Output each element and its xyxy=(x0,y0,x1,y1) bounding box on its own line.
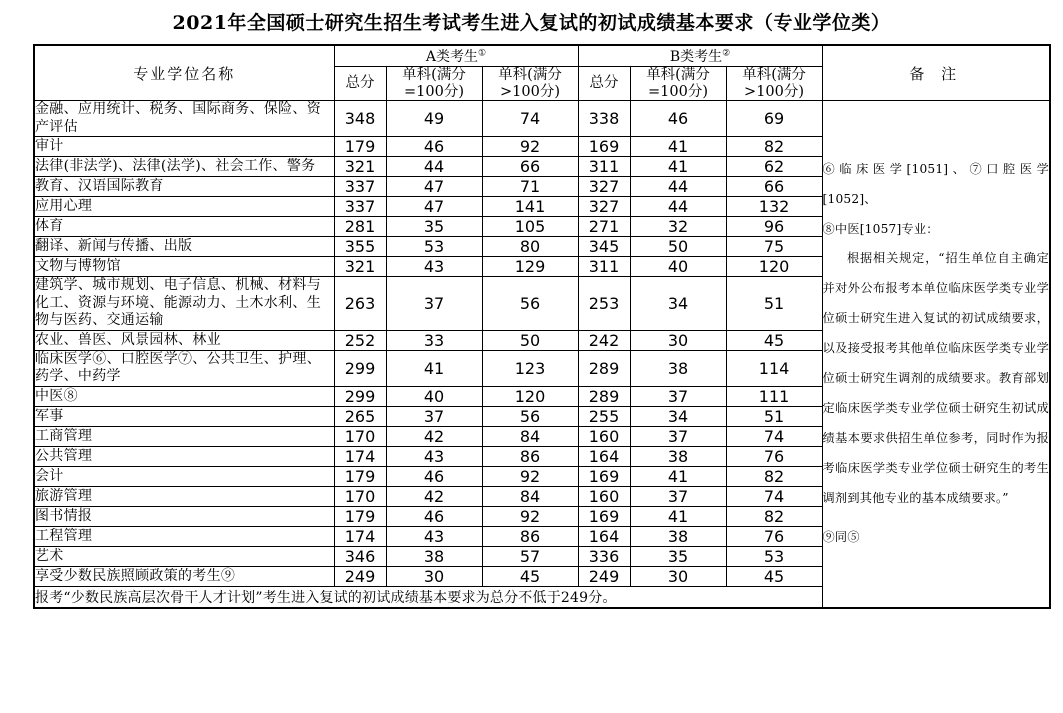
b-sub-eq100-cell: 34 xyxy=(630,277,726,331)
b-sub-gt100-cell: 82 xyxy=(726,506,822,526)
a-total-score-cell: 321 xyxy=(334,257,386,277)
b-sub-eq100-cell: 44 xyxy=(630,177,726,197)
a-sub-eq100-cell: 46 xyxy=(386,137,482,157)
a-sub-eq100-cell: 46 xyxy=(386,466,482,486)
b-sub-eq100-cell: 41 xyxy=(630,137,726,157)
b-sub-eq100-cell: 44 xyxy=(630,197,726,217)
a-sub-eq100-cell: 35 xyxy=(386,217,482,237)
a-sub-eq100-cell: 40 xyxy=(386,386,482,406)
a-sub-gt100-cell: 50 xyxy=(482,330,578,350)
a-sub-gt100-cell: 84 xyxy=(482,486,578,506)
degree-name-cell: 金融、应用统计、税务、国际商务、保险、资产评估 xyxy=(34,101,334,137)
b-sub-gt100-cell: 62 xyxy=(726,157,822,177)
b-sub-gt100-cell: 114 xyxy=(726,350,822,386)
score-requirements-table xyxy=(33,44,1051,609)
a-sub-eq100-cell: 37 xyxy=(386,277,482,331)
header-a-sub-gt100-line2: >100分) xyxy=(500,83,560,100)
degree-name-cell: 审计 xyxy=(34,137,334,157)
degree-name-cell: 艺术 xyxy=(34,546,334,566)
a-sub-eq100-cell: 43 xyxy=(386,446,482,466)
b-sub-eq100-cell: 38 xyxy=(630,350,726,386)
b-total-score-cell: 255 xyxy=(578,406,630,426)
table-body xyxy=(34,101,1050,608)
degree-name-cell: 军事 xyxy=(34,406,334,426)
remarks-cell xyxy=(822,101,1050,608)
a-sub-eq100-cell: 44 xyxy=(386,157,482,177)
b-sub-gt100-cell: 76 xyxy=(726,526,822,546)
a-total-score-cell: 179 xyxy=(334,137,386,157)
a-sub-eq100-cell: 38 xyxy=(386,546,482,566)
header-a-sub-gt100 xyxy=(482,67,578,101)
b-total-score-cell: 242 xyxy=(578,330,630,350)
b-total-score-cell: 169 xyxy=(578,506,630,526)
b-sub-gt100-cell: 66 xyxy=(726,177,822,197)
degree-name-cell: 享受少数民族照顾政策的考生⑨ xyxy=(34,566,334,586)
b-total-score-cell: 164 xyxy=(578,526,630,546)
a-total-score-cell: 299 xyxy=(334,350,386,386)
b-sub-gt100-cell: 51 xyxy=(726,406,822,426)
b-sub-gt100-cell: 96 xyxy=(726,217,822,237)
a-sub-gt100-cell: 71 xyxy=(482,177,578,197)
header-group-a-label: A类考生 xyxy=(425,49,479,65)
page-title: 2021年全国硕士研究生招生考试考生进入复试的初试成绩基本要求（专业学位类） xyxy=(172,12,891,34)
a-total-score-cell: 281 xyxy=(334,217,386,237)
remarks-line-2: ⑧中医[1057]专业： xyxy=(822,221,939,236)
header-a-sub-gt100-line1: 单科(满分 xyxy=(498,67,562,83)
header-remark: 备 注 xyxy=(822,45,1050,101)
header-a-total: 总分 xyxy=(334,67,386,101)
header-a-sub-eq100-line1: 单科(满分 xyxy=(402,67,466,83)
b-total-score-cell: 327 xyxy=(578,177,630,197)
b-sub-eq100-cell: 37 xyxy=(630,426,726,446)
b-sub-gt100-cell: 76 xyxy=(726,446,822,466)
header-group-b-label: B类考生 xyxy=(669,49,723,65)
a-total-score-cell: 170 xyxy=(334,486,386,506)
remarks-body: 根据相关规定，“招生单位自主确定并对外公布报考本单位临床医学类专业学位硕士研究生进入复试的初试成绩要求，以及接受报考其他单位临床医学类专业学位硕士研究生调剂的成绩要求。教育部划定临床医学类专业学位硕士研究生初试成绩基本要求供招生单位参考，同时作为报考临床医学类专业学位硕士研究生的考生调剂到其他专业的基本成绩要求。” xyxy=(822,251,1050,505)
b-sub-eq100-cell: 34 xyxy=(630,406,726,426)
header-group-b-superscript: ② xyxy=(722,48,731,59)
header-a-sub-eq100-line2: =100分) xyxy=(404,83,464,100)
b-sub-eq100-cell: 38 xyxy=(630,446,726,466)
remarks-line-4: ⑨同⑤ xyxy=(822,530,860,545)
degree-name-cell: 中医⑧ xyxy=(34,386,334,406)
remarks-line-1: ⑥临床医学[1051]、⑦口腔医学[1052]、 xyxy=(822,161,1050,206)
degree-name-cell: 工商管理 xyxy=(34,426,334,446)
a-sub-gt100-cell: 92 xyxy=(482,506,578,526)
a-total-score-cell: 337 xyxy=(334,177,386,197)
header-group-a xyxy=(334,45,578,67)
a-sub-gt100-cell: 74 xyxy=(482,101,578,137)
header-b-sub-eq100 xyxy=(630,67,726,101)
a-total-score-cell: 348 xyxy=(334,101,386,137)
a-sub-eq100-cell: 43 xyxy=(386,526,482,546)
a-sub-eq100-cell: 37 xyxy=(386,406,482,426)
b-sub-gt100-cell: 51 xyxy=(726,277,822,331)
b-total-score-cell: 169 xyxy=(578,466,630,486)
degree-name-cell: 翻译、新闻与传播、出版 xyxy=(34,237,334,257)
b-sub-gt100-cell: 74 xyxy=(726,426,822,446)
b-sub-gt100-cell: 74 xyxy=(726,486,822,506)
a-sub-eq100-cell: 53 xyxy=(386,237,482,257)
b-sub-eq100-cell: 35 xyxy=(630,546,726,566)
header-b-sub-eq100-line2: =100分) xyxy=(648,83,709,100)
a-sub-gt100-cell: 105 xyxy=(482,217,578,237)
b-sub-gt100-cell: 75 xyxy=(726,237,822,257)
b-total-score-cell: 327 xyxy=(578,197,630,217)
degree-name-cell: 图书情报 xyxy=(34,506,334,526)
a-total-score-cell: 321 xyxy=(334,157,386,177)
b-sub-eq100-cell: 46 xyxy=(630,101,726,137)
header-degree-name: 专业学位名称 xyxy=(34,45,334,101)
b-sub-eq100-cell: 32 xyxy=(630,217,726,237)
b-sub-gt100-cell: 132 xyxy=(726,197,822,217)
degree-name-cell: 应用心理 xyxy=(34,197,334,217)
a-total-score-cell: 249 xyxy=(334,566,386,586)
b-sub-gt100-cell: 69 xyxy=(726,101,822,137)
b-total-score-cell: 345 xyxy=(578,237,630,257)
b-total-score-cell: 249 xyxy=(578,566,630,586)
b-sub-gt100-cell: 45 xyxy=(726,330,822,350)
a-sub-gt100-cell: 92 xyxy=(482,466,578,486)
b-total-score-cell: 311 xyxy=(578,257,630,277)
b-sub-eq100-cell: 41 xyxy=(630,506,726,526)
a-sub-gt100-cell: 129 xyxy=(482,257,578,277)
degree-name-cell: 工程管理 xyxy=(34,526,334,546)
table-row xyxy=(34,101,1050,137)
a-total-score-cell: 337 xyxy=(334,197,386,217)
a-sub-gt100-cell: 66 xyxy=(482,157,578,177)
b-sub-gt100-cell: 111 xyxy=(726,386,822,406)
a-sub-gt100-cell: 56 xyxy=(482,277,578,331)
b-total-score-cell: 253 xyxy=(578,277,630,331)
b-total-score-cell: 311 xyxy=(578,157,630,177)
a-sub-eq100-cell: 42 xyxy=(386,486,482,506)
a-total-score-cell: 265 xyxy=(334,406,386,426)
header-b-sub-gt100 xyxy=(726,67,822,101)
a-sub-eq100-cell: 46 xyxy=(386,506,482,526)
degree-name-cell: 农业、兽医、风景园林、林业 xyxy=(34,330,334,350)
degree-name-cell: 教育、汉语国际教育 xyxy=(34,177,334,197)
a-total-score-cell: 299 xyxy=(334,386,386,406)
b-sub-eq100-cell: 30 xyxy=(630,566,726,586)
degree-name-cell: 会计 xyxy=(34,466,334,486)
a-total-score-cell: 355 xyxy=(334,237,386,257)
header-a-sub-eq100 xyxy=(386,67,482,101)
header-row-groups xyxy=(34,45,1050,67)
a-sub-gt100-cell: 57 xyxy=(482,546,578,566)
a-sub-eq100-cell: 30 xyxy=(386,566,482,586)
degree-name-cell: 临床医学⑥、口腔医学⑦、公共卫生、护理、药学、中药学 xyxy=(34,350,334,386)
b-total-score-cell: 169 xyxy=(578,137,630,157)
a-sub-eq100-cell: 47 xyxy=(386,177,482,197)
degree-name-cell: 文物与博物馆 xyxy=(34,257,334,277)
header-b-sub-eq100-line1: 单科(满分 xyxy=(646,67,710,83)
b-sub-gt100-cell: 53 xyxy=(726,546,822,566)
a-total-score-cell: 252 xyxy=(334,330,386,350)
a-sub-eq100-cell: 47 xyxy=(386,197,482,217)
degree-name-cell: 公共管理 xyxy=(34,446,334,466)
a-sub-gt100-cell: 86 xyxy=(482,446,578,466)
a-sub-eq100-cell: 43 xyxy=(386,257,482,277)
a-sub-gt100-cell: 84 xyxy=(482,426,578,446)
a-total-score-cell: 263 xyxy=(334,277,386,331)
b-total-score-cell: 289 xyxy=(578,386,630,406)
a-total-score-cell: 346 xyxy=(334,546,386,566)
a-sub-gt100-cell: 45 xyxy=(482,566,578,586)
a-sub-gt100-cell: 86 xyxy=(482,526,578,546)
degree-name-cell: 体育 xyxy=(34,217,334,237)
degree-name-cell: 建筑学、城市规划、电子信息、机械、材料与化工、资源与环境、能源动力、土木水利、生物与医药、交通运输 xyxy=(34,277,334,331)
b-sub-eq100-cell: 40 xyxy=(630,257,726,277)
a-sub-gt100-cell: 80 xyxy=(482,237,578,257)
header-b-sub-gt100-line2: >100分) xyxy=(744,83,805,100)
b-sub-eq100-cell: 41 xyxy=(630,466,726,486)
a-sub-eq100-cell: 42 xyxy=(386,426,482,446)
header-group-b xyxy=(578,45,822,67)
a-sub-eq100-cell: 33 xyxy=(386,330,482,350)
a-total-score-cell: 170 xyxy=(334,426,386,446)
score-table-container xyxy=(33,44,1050,609)
b-sub-eq100-cell: 50 xyxy=(630,237,726,257)
b-total-score-cell: 338 xyxy=(578,101,630,137)
b-sub-eq100-cell: 38 xyxy=(630,526,726,546)
a-sub-gt100-cell: 120 xyxy=(482,386,578,406)
b-sub-gt100-cell: 120 xyxy=(726,257,822,277)
a-total-score-cell: 174 xyxy=(334,526,386,546)
b-sub-eq100-cell: 41 xyxy=(630,157,726,177)
b-total-score-cell: 160 xyxy=(578,426,630,446)
a-total-score-cell: 179 xyxy=(334,466,386,486)
a-total-score-cell: 179 xyxy=(334,506,386,526)
a-sub-gt100-cell: 92 xyxy=(482,137,578,157)
a-sub-gt100-cell: 123 xyxy=(482,350,578,386)
a-sub-gt100-cell: 56 xyxy=(482,406,578,426)
footnote-text: 报考“少数民族高层次骨干人才计划”考生进入复试的初试成绩基本要求为总分不低于249分。 xyxy=(34,586,822,608)
a-sub-eq100-cell: 49 xyxy=(386,101,482,137)
a-total-score-cell: 174 xyxy=(334,446,386,466)
header-group-a-superscript: ① xyxy=(478,48,487,59)
b-total-score-cell: 164 xyxy=(578,446,630,466)
degree-name-cell: 旅游管理 xyxy=(34,486,334,506)
a-sub-gt100-cell: 141 xyxy=(482,197,578,217)
header-b-total: 总分 xyxy=(578,67,630,101)
b-sub-gt100-cell: 45 xyxy=(726,566,822,586)
b-sub-eq100-cell: 30 xyxy=(630,330,726,350)
a-sub-eq100-cell: 41 xyxy=(386,350,482,386)
b-sub-gt100-cell: 82 xyxy=(726,137,822,157)
header-b-sub-gt100-line1: 单科(满分 xyxy=(742,67,806,83)
b-sub-eq100-cell: 37 xyxy=(630,386,726,406)
table-header xyxy=(34,45,1050,101)
b-total-score-cell: 336 xyxy=(578,546,630,566)
b-total-score-cell: 271 xyxy=(578,217,630,237)
b-sub-eq100-cell: 37 xyxy=(630,486,726,506)
b-sub-gt100-cell: 82 xyxy=(726,466,822,486)
b-total-score-cell: 160 xyxy=(578,486,630,506)
b-total-score-cell: 289 xyxy=(578,350,630,386)
degree-name-cell: 法律(非法学)、法律(法学)、社会工作、警务 xyxy=(34,157,334,177)
